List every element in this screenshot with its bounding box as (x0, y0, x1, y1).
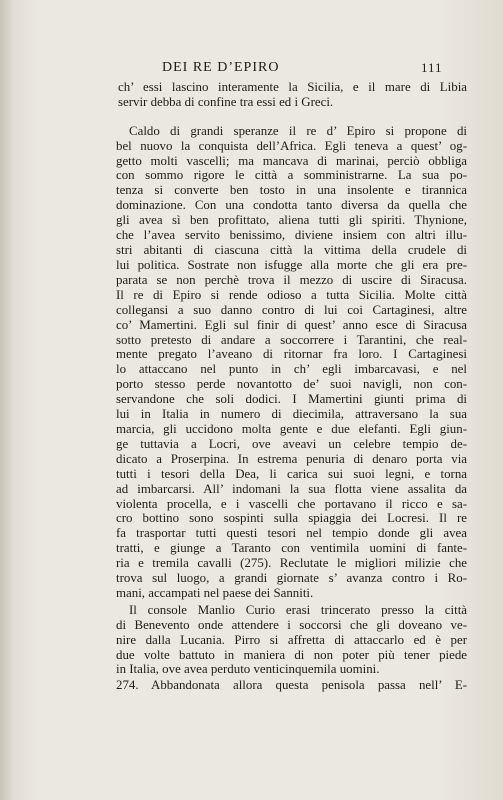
text-line: Caldo di grandi speranze il re d’ Epiro si propone di (129, 124, 467, 138)
text-line: ad imbarcarsi. All’ indomani la sua flotta viene assalita da (116, 482, 467, 496)
text-line: mente pregato l’aveano di ritornar fra loro. I Cartaginesi (116, 347, 467, 361)
text-line: 274. Abbandonata allora questa penisola passa nell’ E- (116, 678, 467, 692)
text-line: trova sul luogo, a grandi giornate s’ avanza contro i Ro- (116, 571, 467, 585)
text-line: tratti, e giunge a Taranto con ventimila uomini di fante- (116, 541, 467, 555)
text-line: in Italia, ove avea perduto venticinquemila uomini. (116, 662, 380, 676)
text-line: ria e tremila cavalli (275). Reclutate le migliori milizie che (116, 556, 467, 570)
text-line: bel nuovo la conquista dell’Africa. Egli teneva a quest’ og- (116, 139, 467, 153)
text-line: gli avea sì ben profittato, aliena tutti gli spiriti. Thynione, (116, 213, 467, 227)
text-line: servir debba di confine tra essi ed i Greci. (118, 95, 334, 109)
text-line: Il console Manlio Curio erasi trincerato presso la città (129, 603, 467, 617)
text-line: getto molti vascelli; ma mancava di marinai, perciò obbliga (116, 154, 467, 168)
text-line: ge tuttavia a Locri, ove aveavi un celebre tempio de- (116, 437, 467, 451)
text-line: mani, accampati nel paese dei Sanniti. (116, 586, 314, 600)
text-line: parata se non perchè trova il mezzo di uscire di Siracusa. (116, 273, 467, 287)
page-gutter-shadow (0, 0, 14, 800)
text-line: nire dalla Lucania. Pirro si affretta di attaccarlo ed è per (116, 633, 467, 647)
running-title: DEI RE D’EPIRO (162, 60, 280, 75)
text-line: con sommo rigore le città a somministrarne. La sua po- (116, 168, 467, 182)
text-line: fa trasportar tutti questi tesori nel tempio donde gli avea (116, 526, 467, 540)
text-line: cro bottino sono sospinti sulla spiaggia dei Locresi. Il re (116, 511, 467, 525)
text-line: che l’avea servito benissimo, diviene insiem con altri illu- (116, 228, 467, 242)
text-line: tutti i tesori della Dea, li carica sui suoi legni, e torna (116, 467, 467, 481)
text-line: di Benevento onde attendere i soccorsi che gli doveano ve- (116, 618, 467, 632)
text-line: ch’ essi lascino interamente la Sicilia, e il mare di Libia (118, 80, 467, 94)
text-line: marcia, gli uccidono molta gente e due elefanti. Egli giun- (116, 422, 467, 436)
text-line: lui politica. Sostrate non isfugge alla morte che gli era pre- (116, 258, 467, 272)
text-line: dominazione. Con una condotta tanto diversa da quella che (116, 198, 467, 212)
text-line: due volte battuto in maniera di non poter più tener piede (116, 648, 467, 662)
text-line: dicato a Proserpina. In estrema penuria di denaro porta via (116, 452, 467, 466)
text-line: porto stesso perde novantotto de’ suoi navigli, non con- (116, 377, 467, 391)
text-line: lui in Italia in numero di diecimila, attraversano la sua (116, 407, 467, 421)
text-line: tenza si converte ben tosto in una insolente e tirannica (116, 183, 467, 197)
text-line: sotto pretesto di andare a soccorrere i Tarantini, che real- (116, 333, 467, 347)
text-line: lo attaccano nel punto in ch’ egli imbarcavasi, e nel (116, 362, 467, 376)
text-line: Il re di Epiro si rende odioso a tutta Sicilia. Molte città (116, 288, 467, 302)
text-line: violenta procella, e i vascelli che portavano il ricco e sa- (116, 497, 467, 511)
text-line: collegansi a suo danno contro di lui coi Cartaginesi, altre (116, 303, 467, 317)
page-number: 111 (421, 60, 443, 75)
text-line: stri abitanti di ciascuna città la vittima della crudele di (116, 243, 467, 257)
text-line: co’ Mamertini. Egli sul finir di quest’ anno esce di Siracusa (116, 318, 467, 332)
text-line: servandone che soli dodici. I Mamertini giunti prima di (116, 392, 467, 406)
